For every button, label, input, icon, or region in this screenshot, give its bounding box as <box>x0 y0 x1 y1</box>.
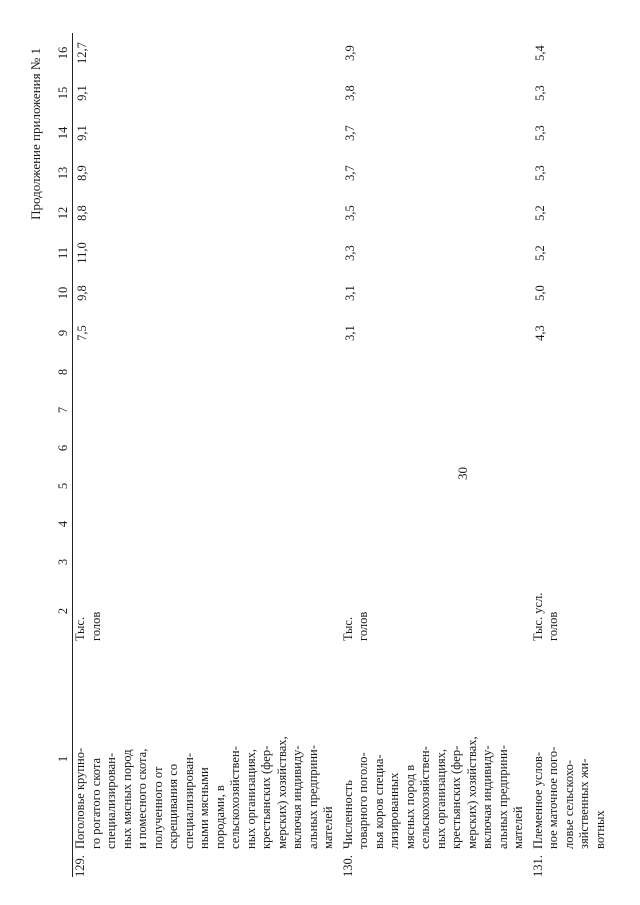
unit-cell: Тыс. усл. голов <box>530 592 560 641</box>
value-cell: 4,3 <box>532 325 547 341</box>
indicator-name: Племенное услов- ное маточное пого- ловье сельскохо- зяйственных жи- вотных <box>530 746 607 849</box>
value-cell <box>341 467 531 505</box>
continuation-label: Продолжение приложения № 1 <box>28 48 43 220</box>
value-cell: 5,2 <box>532 205 547 221</box>
value-cell: 3,1 <box>342 285 357 301</box>
table-row <box>73 33 341 877</box>
column-header-10: 10 <box>54 273 73 313</box>
table-row <box>531 33 613 877</box>
page-number: 30 <box>455 467 470 480</box>
value-cell: 5,0 <box>532 285 547 301</box>
column-header-12: 12 <box>54 193 73 233</box>
column-header-8: 8 <box>54 353 73 391</box>
value-cell <box>341 543 531 581</box>
value-cell <box>341 429 531 467</box>
column-header-14: 14 <box>54 113 73 153</box>
column-header-16: 16 <box>54 33 73 73</box>
value-cell: 5,3 <box>532 85 547 101</box>
value-cell <box>531 467 613 505</box>
value-cell: 12,7 <box>75 42 89 64</box>
value-cell <box>341 391 531 429</box>
value-cell: 5,3 <box>532 125 547 141</box>
indicator-name: Поголовье крупно- го рогатого скота специализирован- ных мясных пород и помесного скота, полученного от скрещивания со специализирован- ными мясными породами, в сельскохозяйствен- ных организациях, крестьянских (фер- мерских) хозяйствах, включая индивиду- альных предприни- мателей <box>73 736 335 849</box>
indicator-name: Численность товарного поголо- вья коров специа- лизированных мясных пород в сельскохозяйствен- ных организациях, крестьянских (фер- мерских) хозяйствах, включая индивиду- альных предприни- мателей <box>340 736 525 849</box>
value-cell: 11,0 <box>75 242 89 264</box>
value-cell <box>531 505 613 543</box>
column-header-9: 9 <box>54 313 73 353</box>
column-header-11: 11 <box>54 233 73 273</box>
value-cell <box>73 429 341 467</box>
column-header-1: 1 <box>54 641 73 877</box>
indicator-cell <box>73 641 341 877</box>
value-cell <box>531 543 613 581</box>
value-cell <box>73 391 341 429</box>
column-header-5: 5 <box>54 467 73 505</box>
column-header-2: 2 <box>54 581 73 641</box>
value-cell: 5,3 <box>532 165 547 181</box>
column-header-6: 6 <box>54 429 73 467</box>
value-cell: 3,8 <box>342 85 357 101</box>
value-cell: 9,1 <box>75 85 89 101</box>
column-header-13: 13 <box>54 153 73 193</box>
value-cell: 8,8 <box>75 205 89 221</box>
row-number: 131. <box>530 855 545 877</box>
table-row <box>341 33 531 877</box>
value-cell: 8,9 <box>75 165 89 181</box>
value-cell <box>531 391 613 429</box>
value-cell: 3,7 <box>342 165 357 181</box>
value-cell: 3,3 <box>342 245 357 261</box>
unit-cell: Тыс. голов <box>73 611 103 641</box>
value-cell <box>531 429 613 467</box>
column-header-15: 15 <box>54 73 73 113</box>
value-cell <box>73 467 341 505</box>
value-cell: 3,7 <box>342 125 357 141</box>
value-cell: 3,1 <box>342 325 357 341</box>
value-cell: 9,1 <box>75 125 89 141</box>
value-cell: 9,8 <box>75 285 89 301</box>
value-cell <box>531 353 613 391</box>
data-table <box>54 33 612 877</box>
value-cell: 3,9 <box>342 45 357 61</box>
column-header-3: 3 <box>54 543 73 581</box>
value-cell: 5,2 <box>532 245 547 261</box>
value-cell <box>341 353 531 391</box>
value-cell: 7,5 <box>75 325 89 341</box>
value-cell: 3,5 <box>342 205 357 221</box>
value-cell: 5,4 <box>532 45 547 61</box>
table-header-row <box>54 33 73 877</box>
value-cell <box>73 543 341 581</box>
value-cell <box>341 505 531 543</box>
column-header-7: 7 <box>54 391 73 429</box>
column-header-4: 4 <box>54 505 73 543</box>
row-number: 129. <box>73 855 87 877</box>
table-body <box>73 33 613 877</box>
row-number: 130. <box>340 855 355 877</box>
value-cell <box>73 353 341 391</box>
indicator-cell <box>341 641 531 877</box>
unit-cell: Тыс. голов <box>340 611 370 641</box>
value-cell <box>73 505 341 543</box>
indicator-cell <box>531 641 613 877</box>
